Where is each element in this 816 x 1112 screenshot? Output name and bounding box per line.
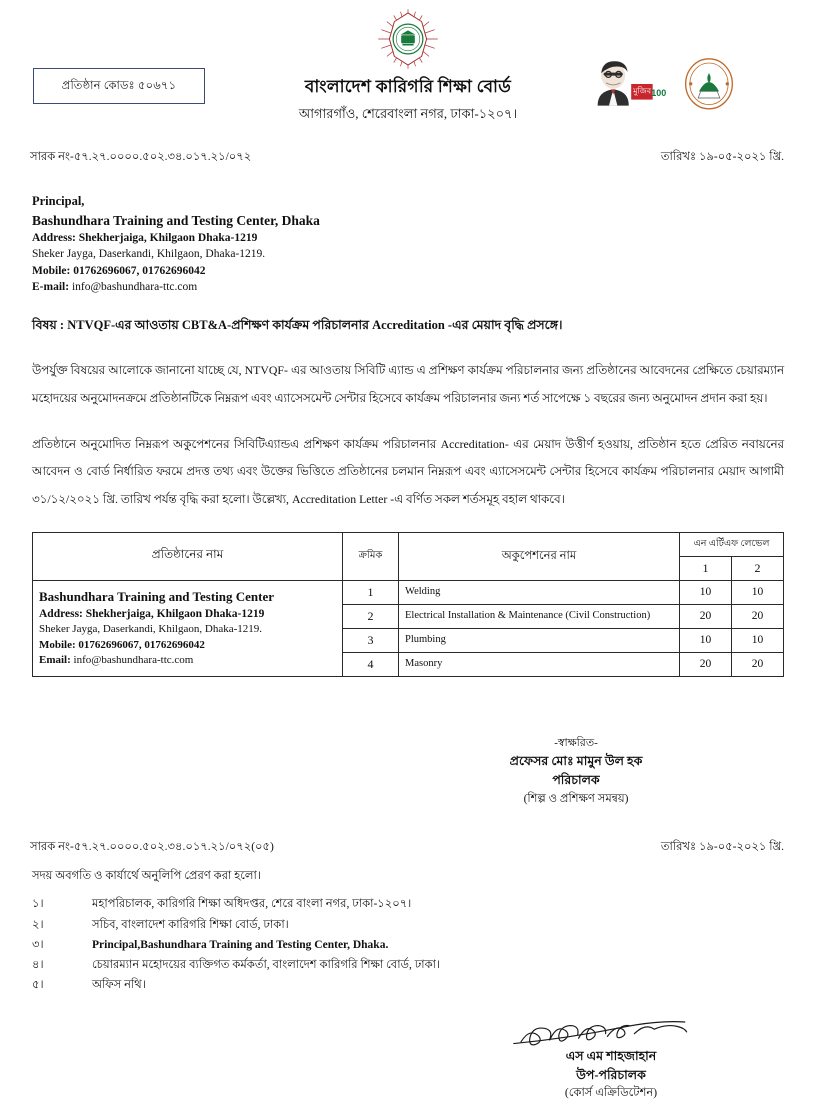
national-emblem-logo-icon [684,58,734,110]
board-name: বাংলাদেশ কারিগরি শিক্ষা বোর্ড [304,77,512,96]
addressee-mobile: Mobile: 01762696067, 01762696042 [32,264,206,277]
paragraph-1: উপর্যুক্ত বিষয়ের আলোকে জানানো যাচ্ছে যে, NTVQF- এর আওতায় সিবিটি এ্যান্ড এ প্রশিক্ষণ কার্যক্রম পরিচালনার জন্য প্রতিষ্ঠানের আবেদনের প্রেক্ষিতে চেয়ারম্যান মহোদয়ের অনুমোদনক্রমে প্রতিষ্ঠানটিকে নিম্নরূপ এবং এ্যাসেসমেন্ট সেন্টার হিসেবে কার্যক্রম পরিচালনার জন্য শর্ত সাপেক্ষে ১ বছরের জন্য অনুমোদন প্রদান করা হয়। [32,363,784,405]
signatory-department-bottom: (কোর্স এক্রিডিটেশন) [564,1086,658,1099]
row-serial: 4 [343,652,399,676]
institution-cell [33,580,343,676]
addressee-address-2: Sheker Jayga, Daserkandi, Khilgaon, Dhaka-1219. [32,248,266,261]
row-level-1: 20 [680,604,732,628]
board-address: আগারগাঁও, শেরেবাংলা নগর, ঢাকা-১২০৭। [298,106,518,121]
table-row [33,580,784,604]
list-item-index: ১। [32,898,44,911]
signatory-name-bottom: এস এম শাহজাহান [565,1049,657,1064]
addressee-email-label: E-mail: [32,280,70,293]
institution-mobile: Mobile: 01762696067, 01762696042 [39,638,205,651]
row-level-2: 10 [732,628,784,652]
list-item-index: ৪। [32,958,44,971]
row-level-1: 20 [680,652,732,676]
memo-line [0,148,816,167]
th-institution: প্রতিষ্ঠানের নাম [33,532,343,580]
th-level: এন এর্টিএফ লেভেল [680,532,784,556]
distribution-list [32,894,816,995]
signatory-department: (শিল্প ও প্রশিক্ষণ সমন্বয়) [523,792,629,805]
signature-block-top [396,735,756,809]
subject-line: বিষয় : NTVQF-এর আওতায় CBT&A-প্রশিক্ষণ কার্যক্রম পরিচালনার Accreditation -এর মেয়াদ বৃদ্ধি প্রসঙ্গে। [32,318,563,333]
table-head [33,532,784,580]
occupation-table-wrapper [32,532,784,677]
addressee-email-value: info@bashundhara-ttc.com [69,280,198,293]
institution-email [39,653,336,668]
institution-email-label: Email: [39,654,71,667]
distribution-intro: সদয় অবগতি ও কার্যার্থে অনুলিপি প্রেরণ করা হলো। [32,870,261,883]
signatory-name: প্রফেসর মোঃ মামুন উল হক [509,753,643,768]
row-occupation: Masonry [399,652,680,676]
handwritten-signature-icon [446,1013,776,1047]
addressee-address: Address: Shekherjaiga, Khilgaon Dhaka-1219 [32,231,258,244]
institution-email-value: info@bashundhara-ttc.com [70,654,194,667]
th-serial: ক্রমিক [343,532,399,580]
list-item-text: অফিস নথি। [92,978,146,991]
list-item-index: ৫। [32,978,44,991]
th-level-1: 1 [680,556,732,580]
occupation-table [32,532,784,677]
paragraph-2: প্রতিষ্ঠানে অনুমোদিত নিম্নরূপ অকুপেশনের সিবিটিএ্যান্ডএ প্রশিক্ষণ কার্যক্রম পরিচালনার Accreditation- এর মেয়াদ উত্তীর্ণ হওয়ায়, প্রতিষ্ঠান হতে প্রেরিত নবায়নের আবেদন ও বোর্ড নির্ধারিত ফরমে প্রদত্ত তথ্য এবং উক্তের ভিত্তিতে প্রতিষ্ঠানের চলমান নিম্নরূপ এবং এ্যাসেসমেন্ট সেন্টার হিসেবে কার্যক্রম পরিচালনার মেয়াদ আগামী ৩১/১২/২০২১ খ্রি. তারিখ পর্যন্ত বৃদ্ধি করা হলো। উল্লেখ্য, Accreditation Letter -এ বর্ণিত সকল শর্তসমূহ বহাল থাকবে। [32,436,784,507]
institution-address-2: Sheker Jayga, Daserkandi, Khilgaon, Dhaka-1219. [39,623,262,636]
institute-code-text: প্রতিষ্ঠান কোডঃ ৫০৬৭১ [61,79,177,92]
row-serial: 2 [343,604,399,628]
memo-line-2 [0,838,816,857]
th-level-2: 2 [732,556,784,580]
row-occupation: Electrical Installation & Maintenance (Civil Construction) [399,604,680,628]
list-item [32,915,816,935]
list-item-index: ৩। [32,938,44,951]
list-item [32,894,816,914]
svg-text:মুজিব: মুজিব [633,86,651,96]
institution-name: Bashundhara Training and Testing Center [39,589,275,605]
row-serial: 3 [343,628,399,652]
list-item [32,935,816,955]
table-header-row-1 [33,532,784,556]
row-level-2: 10 [732,580,784,604]
row-serial: 1 [343,580,399,604]
list-item [32,955,816,975]
addressee-block [32,193,816,295]
row-occupation: Plumbing [399,628,680,652]
svg-text:100: 100 [651,87,666,98]
list-item-text: মহাপরিচালক, কারিগরি শিক্ষা অধিদপ্তর, শেরে বাংলা নগর, ঢাকা-১২০৭। [92,898,412,911]
list-item-text: সচিব, বাংলাদেশ কারিগরি শিক্ষা বোর্ড, ঢাকা। [92,918,289,931]
signatory-designation-bottom: উপ-পরিচালক [576,1067,646,1082]
row-level-1: 10 [680,628,732,652]
memo-date: তারিখঃ ১৯-০৫-২০২১ খ্রি. [660,151,784,163]
mujib-borsho-logo-icon [588,60,666,106]
addressee-title: Principal, [32,194,85,208]
row-level-2: 20 [732,604,784,628]
addressee-email [32,279,816,295]
th-occupation: অকুপেশনের নাম [399,532,680,580]
list-item [32,975,816,995]
addressee-institution: Bashundhara Training and Testing Center, Dhaka [32,212,320,228]
row-level-2: 20 [732,652,784,676]
signatory-designation: পরিচালক [552,773,600,788]
letter-header [0,0,816,130]
list-item-index: ২। [32,918,44,931]
bteb-emblem-icon [377,8,439,70]
institution-address: Address: Shekherjaiga, Khilgaon Dhaka-1219 [39,608,265,621]
list-item-text: Principal,Bashundhara Training and Testing Center, Dhaka. [92,938,389,951]
signature-block-bottom [446,1013,776,1102]
row-occupation: Welding [399,580,680,604]
memo-date-2: তারিখঃ ১৯-০৫-২০২১ খ্রি. [660,841,784,854]
memo-number-2: সারক নং-৫৭.২৭.০০০০.৫০২.৩৪.০১৭.২১/০৭২(০৫) [30,841,274,854]
memo-number: সারক নং-৫৭.২৭.০০০০.৫০২.৩৪.০১৭.২১/০৭২ [30,151,252,163]
signed-marker: -স্বাক্ষরিত- [554,736,598,749]
table-body [33,580,784,676]
list-item-text: চেয়ারম্যান মহোদয়ের ব্যক্তিগত কর্মকর্তা, বাংলাদেশ কারিগরি শিক্ষা বোর্ড, ঢাকা। [92,958,441,971]
row-level-1: 10 [680,580,732,604]
